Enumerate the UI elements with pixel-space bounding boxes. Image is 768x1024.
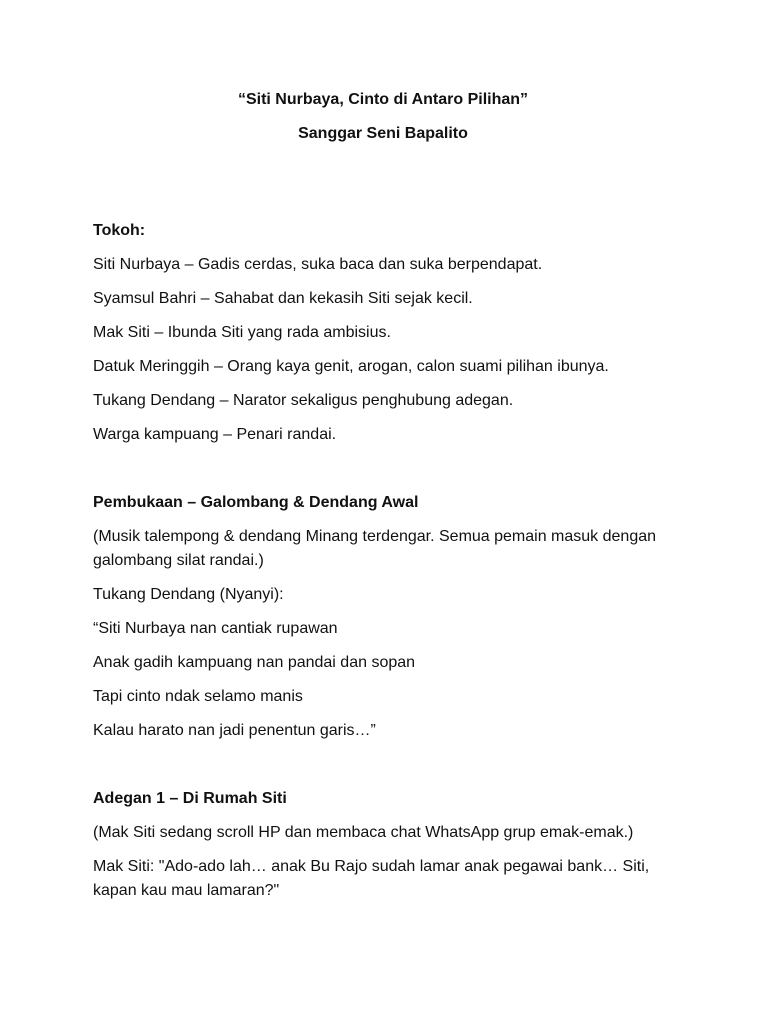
lyric-line: Tapi cinto ndak selamo manis — [93, 688, 303, 705]
characters-heading: Tokoh: — [93, 222, 146, 239]
characters-section — [93, 219, 673, 447]
document-title: “Siti Nurbaya, Cinto di Antaro Pilihan” — [237, 91, 529, 108]
spacer — [93, 753, 673, 787]
stage-direction: (Mak Siti sedang scroll HP dan membaca chat WhatsApp grup emak-emak.) — [93, 824, 634, 841]
character-item: Syamsul Bahri – Sahabat dan kekasih Siti sejak kecil. — [93, 290, 473, 307]
dialogue-line: Mak Siti: "Ado-ado lah… anak Bu Rajo sudah lamar anak pegawai bank… Siti, kapan kau mau lamaran?" — [93, 858, 650, 899]
character-item: Siti Nurbaya – Gadis cerdas, suka baca dan suka berpendapat. — [93, 256, 543, 273]
character-item: Tukang Dendang – Narator sekaligus penghubung adegan. — [93, 392, 514, 409]
opening-heading: Pembukaan – Galombang & Dendang Awal — [93, 494, 419, 511]
lyric-line: “Siti Nurbaya nan cantiak rupawan — [93, 620, 338, 637]
stage-direction: (Musik talempong & dendang Minang terdengar. Semua pemain masuk dengan galombang silat randai.) — [93, 528, 657, 569]
lyric-line: Kalau harato nan jadi penentun garis…” — [93, 722, 376, 739]
character-item: Datuk Meringgih – Orang kaya genit, arogan, calon suami pilihan ibunya. — [93, 358, 609, 375]
spacer — [93, 146, 673, 219]
spacer — [93, 457, 673, 491]
character-item: Warga kampuang – Penari randai. — [93, 426, 337, 443]
lyric-line: Anak gadih kampuang nan pandai dan sopan — [93, 654, 416, 671]
document-page — [93, 88, 673, 913]
opening-section — [93, 491, 673, 743]
character-item: Mak Siti – Ibunda Siti yang rada ambisius. — [93, 324, 391, 341]
scene1-section — [93, 787, 673, 903]
document-subtitle: Sanggar Seni Bapalito — [298, 125, 468, 142]
scene1-heading: Adegan 1 – Di Rumah Siti — [93, 790, 287, 807]
script-line: Tukang Dendang (Nyanyi): — [93, 586, 284, 603]
